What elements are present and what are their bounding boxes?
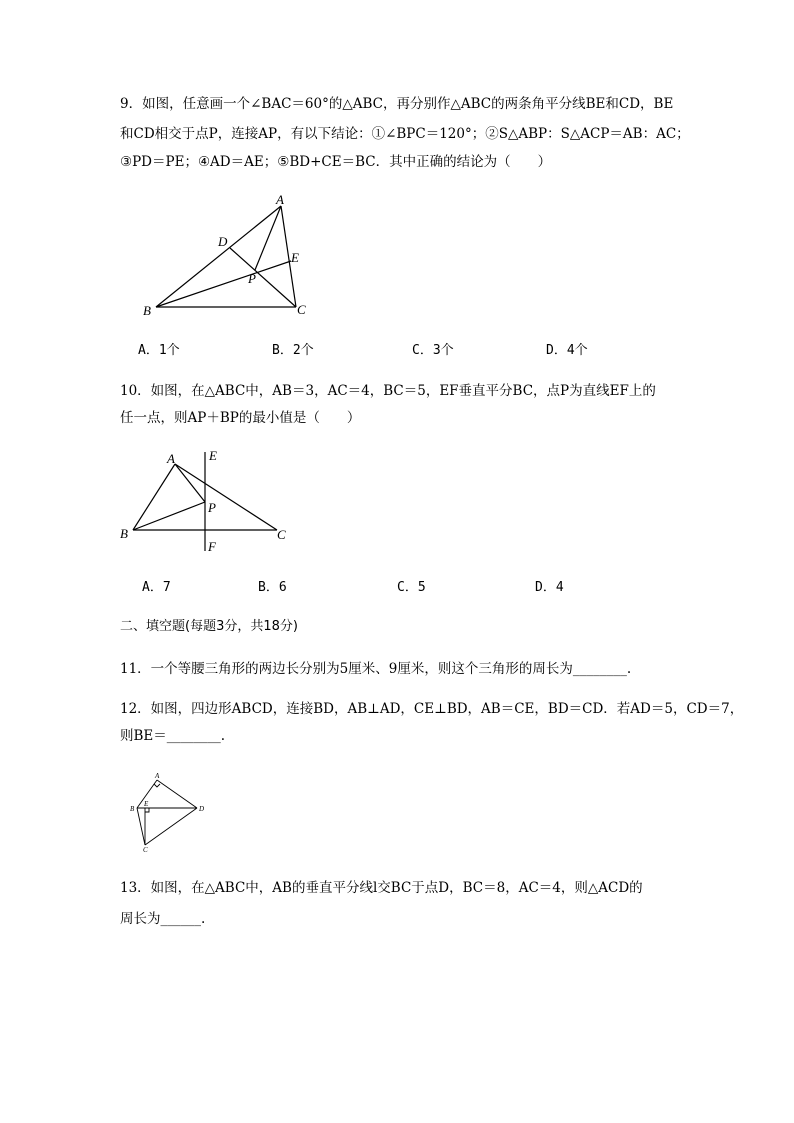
q9-text-line-3: ③PD＝PE；④AD＝AE；⑤BD+CE＝BC．其中正确的结论为（ ）	[120, 154, 552, 170]
section-2-heading: 二、填空题(每题3分，共18分)	[120, 619, 298, 634]
q9-text-line-1: 9．如图，任意画一个∠BAC＝60°的△ABC，再分别作△ABC的两条角平分线BE和CD，BE	[120, 96, 674, 112]
q9-option-b: B．2个	[272, 343, 314, 358]
q9-label-p: P	[248, 271, 256, 286]
q12-label-d: D	[199, 805, 205, 813]
q9-label-c: C	[297, 302, 306, 317]
q12-side-cd	[145, 808, 197, 845]
q9-label-b: B	[143, 303, 151, 318]
q10-label-b: B	[120, 526, 128, 541]
q12-label-b: B	[130, 805, 135, 813]
q10-segment-ap	[175, 464, 205, 502]
q9-side-ac	[281, 206, 296, 307]
q12-side-bc	[137, 808, 145, 845]
q9-option-a: A．1个	[138, 343, 180, 358]
q10-option-c: C．5	[397, 580, 426, 595]
q9-text-line-2: 和CD相交于点P，连接AP，有以下结论：①∠BPC＝120°；②S△ABP：S△ACP＝AB：AC；	[120, 126, 690, 142]
q9-option-c: C．3个	[412, 343, 454, 358]
q9-side-ab	[156, 206, 281, 307]
q9-bisector-cd	[230, 248, 296, 307]
q12-label-e: E	[144, 800, 149, 808]
q10-option-a: A．7	[142, 580, 171, 595]
q12-label-a: A	[155, 772, 160, 780]
q10-label-f: F	[208, 539, 216, 554]
q12-label-c: C	[143, 846, 148, 854]
q9-label-d: D	[218, 234, 228, 249]
q10-label-e: E	[209, 448, 217, 463]
q10-label-a: A	[167, 451, 175, 466]
q12-right-angle-a	[154, 784, 160, 787]
q12-side-ad	[157, 780, 197, 808]
q12-text-line-1: 12．如图，四边形ABCD，连接BD，AB⊥AD，CE⊥BD，AB＝CE，BD＝CD．若AD＝5，CD＝7，	[120, 701, 744, 717]
q10-text-line-1: 10．如图，在△ABC中，AB＝3，AC＝4，BC＝5，EF垂直平分BC，点P为直线EF上的	[120, 383, 656, 399]
q10-label-p: P	[208, 500, 216, 515]
q10-segment-bp	[133, 502, 205, 530]
q12-side-ab	[137, 780, 157, 808]
q9-option-d: D．4个	[546, 343, 588, 358]
q9-segment-ap	[255, 206, 281, 270]
q13-text-line-1: 13．如图，在△ABC中，AB的垂直平分线l交BC于点D，BC＝8，AC＝4，则△ACD的	[120, 880, 643, 896]
q10-label-c: C	[277, 527, 286, 542]
q10-text-line-2: 任一点，则AP＋BP的最小值是（ ）	[120, 410, 361, 426]
q10-side-ab	[133, 464, 175, 530]
q12-right-angle-e	[145, 808, 149, 812]
q10-option-d: D．4	[535, 580, 564, 595]
q10-side-ac	[175, 464, 277, 530]
q10-option-b: B．6	[258, 580, 287, 595]
q11-text-line-1: 11．一个等腰三角形的两边长分别为5厘米、9厘米，则这个三角形的周长为________.	[120, 661, 632, 677]
q9-label-a: A	[276, 192, 284, 207]
q13-text-line-2: 周长为______.	[120, 911, 206, 927]
q9-bisector-be	[156, 261, 291, 307]
q12-text-line-2: 则BE＝________.	[120, 728, 226, 744]
q9-label-e: E	[291, 250, 299, 265]
